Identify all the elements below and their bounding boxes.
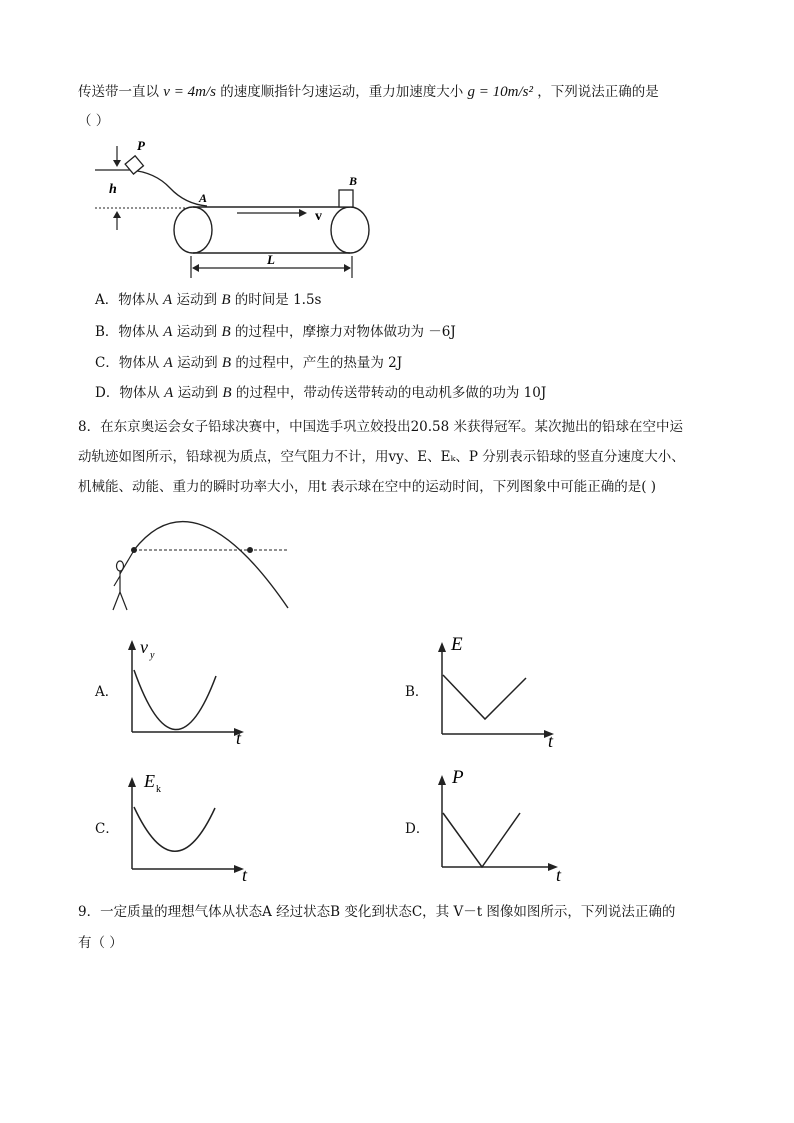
athlete-figure [113, 552, 133, 610]
v-label: v [315, 209, 322, 224]
b-label: B [349, 174, 358, 188]
l-label: L [267, 252, 275, 267]
trajectory-figure [100, 510, 300, 615]
q7-stem-part2: 的速度顺指针匀速运动，重力加速度大小 [220, 84, 464, 100]
q8-choice-c-letter: C． [95, 821, 119, 837]
q7-option-c: C．物体从 A 运动到 B 的过程中，产生的热量为 2J [95, 355, 403, 371]
svg-text:t: t [556, 865, 562, 883]
pulley-a [174, 207, 212, 253]
svg-text:P: P [452, 767, 464, 788]
ramp-curve [130, 170, 207, 206]
graph-c-curve [134, 807, 215, 851]
graph-b [430, 630, 565, 750]
release-point [131, 547, 137, 553]
svg-text:k: k [156, 784, 161, 795]
h-label: h [109, 182, 117, 197]
svg-text:v: v [140, 637, 148, 657]
q8-stem-line1: 8．在东京奥运会女子铅球决赛中，中国选手巩立姣投出20.58 米获得冠军。某次抛出的铅球在空中运 [78, 419, 684, 435]
graph-a [120, 636, 255, 746]
q7-stem [78, 82, 659, 102]
pulley-b [331, 207, 369, 253]
p-label: P [137, 138, 145, 153]
q9-stem-line1: 9．一定质量的理想气体从状态A 经过状态B 变化到状态C，其 V－t 图像如图所示，下列说法正确的 [78, 904, 676, 920]
q7-option-d: D．物体从 A 运动到 B 的过程中，带动传送带转动的电动机多做的功为 10J [95, 385, 547, 401]
svg-text:y: y [150, 650, 155, 661]
q7-speed: v = 4m/s [163, 84, 216, 100]
svg-text:t: t [242, 865, 248, 883]
q7-gravity: g = 10m/s² [467, 84, 533, 100]
a-label: A [199, 191, 208, 205]
graph-b-line [443, 675, 526, 719]
block-b [339, 190, 353, 207]
q7-answer-paren: （ ） [78, 113, 110, 129]
q7-option-a: A．物体从 A 运动到 B 的时间是 1.5s [95, 292, 322, 308]
conveyor-figure [95, 138, 375, 283]
q8-choice-d-letter: D． [405, 821, 430, 837]
graph-d [430, 763, 570, 883]
q8-choice-b-letter: B． [405, 684, 429, 700]
graph-d-line [443, 813, 520, 867]
graph-a-curve [134, 670, 216, 730]
svg-text:t: t [236, 728, 242, 746]
q7-option-b: B．物体从 A 运动到 B 的过程中，摩擦力对物体做功为 －6J [95, 324, 456, 340]
graph-c [120, 765, 255, 883]
q7-stem-part1: 传送带一直以 [78, 84, 159, 100]
q8-stem-line2: 动轨迹如图所示，铅球视为质点，空气阻力不计，用vy、E、Eₖ、P 分别表示铅球的竖直分速度大小、 [78, 449, 685, 465]
svg-text:E: E [144, 771, 155, 791]
q7-stem-part3: ，下列说法正确的是 [537, 84, 659, 100]
trajectory-curve [134, 522, 288, 608]
q8-choice-a-letter: A． [95, 684, 119, 700]
svg-text:E: E [451, 634, 463, 655]
q9-stem-line2: 有（ ） [78, 935, 123, 951]
q8-stem-line3: 机械能、动能、重力的瞬时功率大小，用t 表示球在空中的运动时间，下列图象中可能正确的是( ) [78, 479, 657, 495]
svg-text:t: t [548, 731, 554, 750]
same-height-point [247, 547, 253, 553]
